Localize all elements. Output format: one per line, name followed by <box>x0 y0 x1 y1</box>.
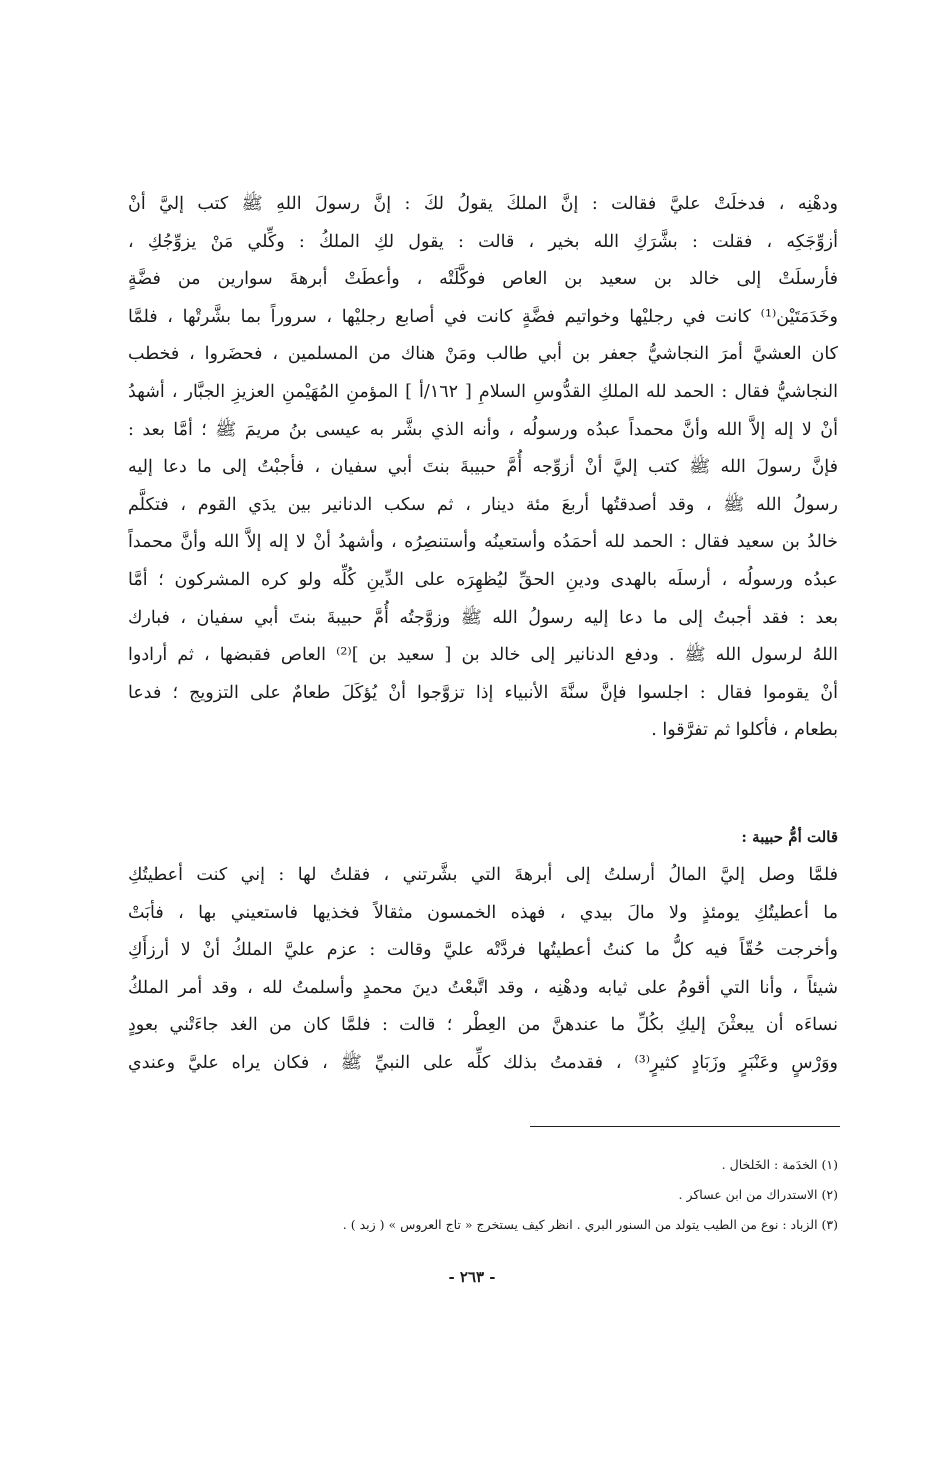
text-line: أزوِّجَكِه ، فقلت : بشَّرَكِ الله بخير ، قالت : يقول لكِ الملكُ : وكِّلي مَنْ يزوِّجُكِ ، <box>128 231 838 252</box>
text-line: ما أعطيتُكِ يومئذٍ ولا مالَ بيدي ، فهذه الخمسون مثقالاً فخذيها فاستعيني بها ، فأبَتْ <box>128 902 838 923</box>
second-paragraph <box>128 857 838 1083</box>
text-line: فإنَّ رسولَ الله ﷺ كتب إليَّ أنْ أزوِّجه أُمَّ حبيبةَ بنتَ أبي سفيان ، فأجبْتُ إلى ما دعا إليه <box>128 457 838 478</box>
text-line: شيئاً ، وأنا التي أقومُ على ثيابه ودهْنِه ، وقد اتَّبعْتُ دينَ محمدٍ وأسلمتُ لله ، وقد أمر الملكُ <box>128 977 838 998</box>
text-line: ودهْنِه ، فدخلَتْ عليَّ فقالت : إنَّ الملكَ يقولُ لكَ : إنَّ رسولَ اللهِ ﷺ كتب إليَّ أنْ <box>128 194 838 214</box>
text-line: أنْ لا إله إلاَّ الله وأنَّ محمداً عبدُه ورسولُه ، وأنه الذي بشَّر به عيسى بنُ مريمَ ﷺ ؛ أمَّا بعد : <box>128 419 838 440</box>
footnote-divider <box>530 1126 840 1127</box>
footnotes <box>128 1150 838 1240</box>
footnote: (٢) الاستدراك من ابن عساكر . <box>678 1187 838 1202</box>
text-line: رسولُ الله ﷺ ، وقد أصدقتُها أربعَ مئة دينار ، ثم سكب الدنانير بين يدَي القوم ، فتكلَّم <box>128 494 838 515</box>
footnote: (٣) الزباد : نوع من الطيب يتولد من السنور البري . انظر كيف يستخرج « تاج العروس » ( زبد ) . <box>342 1217 838 1232</box>
text-line: فلمَّا وصل إليَّ المالُ أرسلتُ إلى أبرهةَ التي بشَّرتني ، فقلتُ لها : إني كنت أعطيتُكِ <box>128 865 838 885</box>
text-line: ووَرْسٍ وعَنْبَرٍ وزَبَادٍ كثيرٍ⁽³⁾ ، فقدمتُ بذلك كلِّه على النبيِّ ﷺ ، فكان يراه عليَّ وعندي <box>128 1052 838 1073</box>
text-line: نساءَه أن يبعثْنَ إليكِ بكُلِّ ما عندهنَّ من العِطْر ؛ قالت : فلمَّا كان من الغد جاءَتْني بعودٍ <box>128 1015 838 1036</box>
text-line: عبدُه ورسولُه ، أرسلَه بالهدى ودينِ الحقِّ ليُظهِرَه على الدِّينِ كُلِّه ولو كره المشركون ؛ أمَّا <box>128 569 838 590</box>
text-line: بعد : فقد أجبتُ إلى ما دعا إليه رسولُ الله ﷺ وزوَّجتُه أُمَّ حبيبةَ بنتَ أبي سفيان ، فبارك <box>128 607 838 628</box>
text-line: خالدُ بن سعيد فقال : الحمد لله أحمَدُه وأستعينُه وأستنصِرُه ، وأشهدُ أنْ لا إله إلاَّ الله وأنَّ محمداً <box>128 532 838 553</box>
text-line: كان العشيَّ أمرَ النجاشيُّ جعفر بن أبي طالب ومَنْ هناك من المسلمين ، فحضَروا ، فخطب <box>128 344 838 365</box>
text-line: اللهُ لرسول الله ﷺ . ودفع الدنانير إلى خالد بن [ سعيد بن ]⁽²⁾ العاص فقبضها ، ثم أرادوا <box>128 645 838 666</box>
text-line: وخَدَمَتَيْن⁽¹⁾ كانت في رجليْها وخواتيم فضَّةٍ كانت في أصابع رجليْها ، سروراً بما بشَّرتْها ، فلمَّا <box>128 306 838 327</box>
footnote: (١) الخدَمة : الخَلخال . <box>721 1157 838 1172</box>
text-line: أنْ يقوموا فقال : اجلسوا فإنَّ سنَّةَ الأنبياء إذا تزوَّجوا أنْ يُؤكَلَ طعامٌ على التزويج ؛ فدعا <box>128 682 838 703</box>
section-subheading: قالت أمُّ حبيبة : <box>741 828 838 846</box>
page-number: - ٢٦٣ - <box>448 1268 496 1286</box>
text-line: فأرسلَتْ إلى خالد بن سعيد بن العاص فوكَّلَتْه ، وأعطَتْ أبرهةَ سوارين من فضَّةٍ <box>128 269 838 290</box>
text-line: بطعام ، فأكلوا ثم تفرَّقوا . <box>651 720 838 741</box>
text-line: وأخرجت حُقّاً فيه كلُّ ما كنتُ أعطيتُها فردَّتْه عليَّ وقالت : عزم عليَّ الملكُ أنْ لا أرزأَكِ <box>128 940 838 961</box>
text-line: النجاشيُّ فقال : الحمد لله الملكِ القدُّوسِ السلامِ [ ١٦٢/أ ] المؤمنِ المُهَيْمنِ العزيزِ الجبَّار ، أشهدُ <box>128 381 838 402</box>
main-paragraph <box>128 186 838 750</box>
